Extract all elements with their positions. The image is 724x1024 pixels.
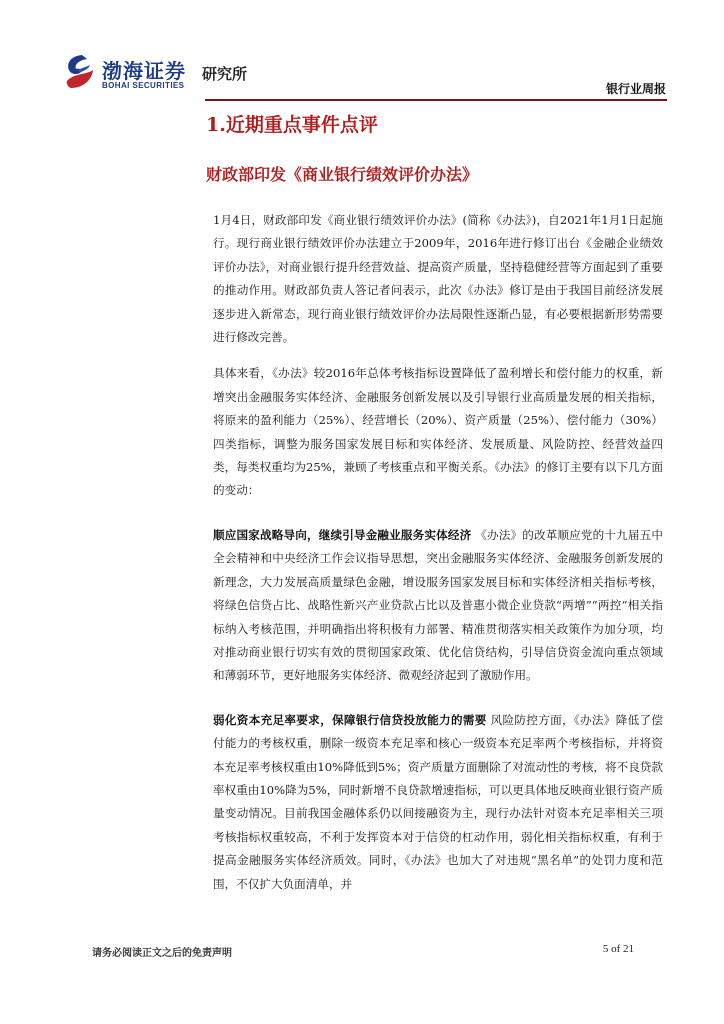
paragraph-point-1: [213, 524, 663, 688]
bohai-logo-icon: [62, 52, 98, 92]
sub-heading: 财政部印发《商业银行绩效评价办法》: [206, 165, 479, 184]
paragraph-text: 1月4日，财政部印发《商业银行绩效评价办法》(简称《办法》)，自2021年1月1日起施行。现行商业银行绩效评价办法建立于2009年，2016年进行修订出台《金融企业绩效评价办法》，对商业银行提升经营效益、提高资产质量，坚持稳健经营等方面起到了重要的推动作用。财政部负责人答记者问表示，此次《办法》修订是由于我国目前经济发展逐步进入新常态，现行商业银行绩效评价办法局限性逐渐凸显，有必要根据新形势需要进行修改完善。: [213, 213, 663, 345]
footer-disclaimer: 请务必阅读正文之后的免责声明: [92, 948, 232, 959]
article-body: [213, 209, 663, 896]
page-header: [0, 0, 724, 100]
company-name-en: BOHAI SECURITIES: [102, 81, 185, 90]
report-type-label: 银行业周报: [605, 82, 666, 96]
paragraph-text: 风险防控方面，《办法》降低了偿付能力的考核权重，删除一级资本充足率和核心一级资本充足率两个考核指标，并将资本充足率考核权重由10%降低到5%；资产质量方面删除了对流动性的考核，将不良贷款率权重由10%降为5%，同时新增不良贷款增速指标，可以更具体地反映商业银行资产质量变动情况。目前我国金融体系仍以间接融资为主，现行办法针对资本充足率相关三项考核指标权重较高，不利于发挥资本对于信贷的杠动作用，弱化相关指标权重，有利于提高金融服务实体经济质效。同时，《办法》也加大了对违规“黑名单”的处罚力度和范围，不仅扩大负面清单，并: [213, 712, 663, 891]
department-label: 研究所: [202, 65, 248, 83]
paragraph-intro: [213, 209, 663, 349]
company-name-cn: 渤海证券: [102, 59, 186, 83]
paragraph-point-2: [213, 709, 663, 896]
page-number: 5 of 21: [602, 943, 634, 955]
paragraph-lead: 顺应国家战略导向，继续引导金融业服务实体经济: [213, 527, 472, 542]
header-divider: [205, 99, 667, 101]
paragraph-text: 具体来看，《办法》较2016年总体考核指标设置降低了盈利增长和偿付能力的权重，新增突出金融服务实体经济、金融服务创新发展以及引导银行业高质量发展的相关指标，将原来的盈利能力（25%）、经营增长（20%）、资产质量（25%）、偿付能力（30%）四类指标，调整为服务国家发展目标和实体经济、发展质量、风险防控、经营效益四类，每类权重均为25%，兼顾了考核重点和平衡关系。《办法》的修订主要有以下几方面的变动：: [213, 366, 663, 498]
section-heading: 1.近期重点事件点评: [206, 114, 378, 136]
paragraph-text: 《办法》的改革顺应党的十九届五中全会精神和中央经济工作会议指导思想，突出金融服务实体经济、金融服务创新发展的新理念，大力发展高质量绿色金融，增设服务国家发展目标和实体经济相关指标考核，将绿色信贷占比、战略性新兴产业贷款占比以及普惠小微企业贷款“两增”“两控”相关指标纳入考核范围，并明确指出将积极有力部署、精准贯彻落实相关政策作为加分项，均对推动商业银行切实有效的贯彻国家政策、优化信贷结构，引导信贷资金流向重点领域和薄弱环节，更好地服务实体经济、微观经济起到了激励作用。: [213, 527, 663, 683]
paragraph-lead: 弱化资本充足率要求，保障银行信贷投放能力的需要: [213, 712, 487, 727]
paragraph-details: [213, 362, 663, 502]
